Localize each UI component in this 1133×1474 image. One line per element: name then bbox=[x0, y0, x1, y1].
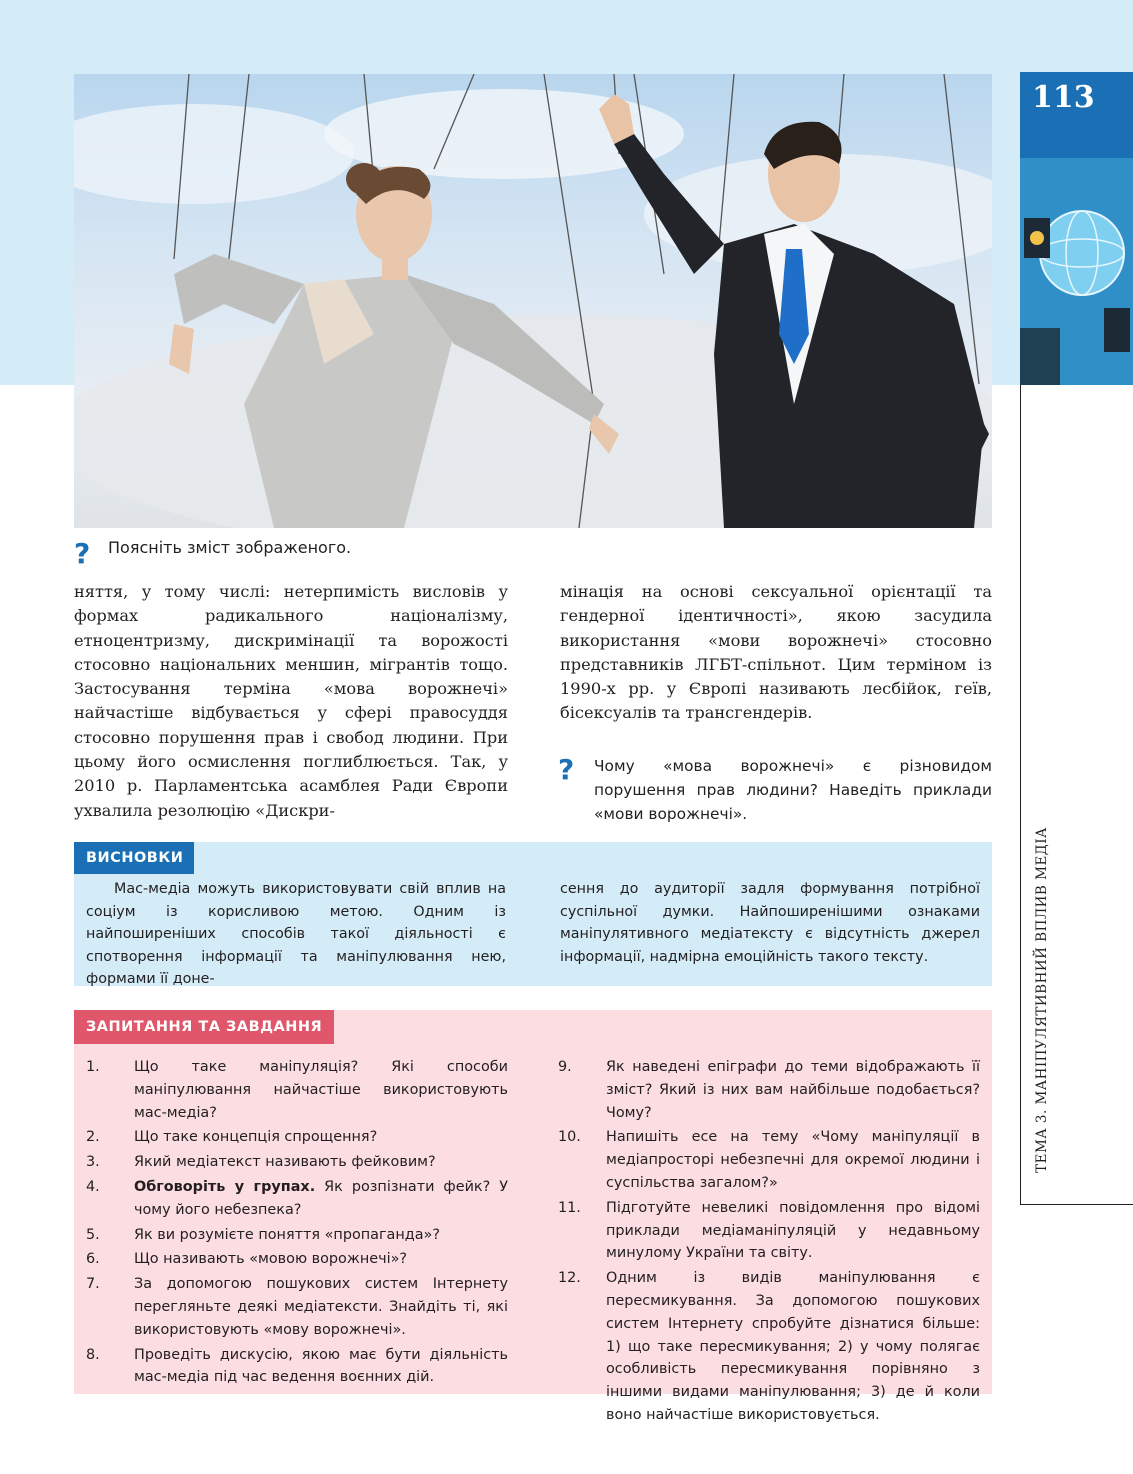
task-item bbox=[86, 1248, 508, 1271]
side-divider bbox=[1020, 385, 1021, 1205]
task-item bbox=[86, 1344, 508, 1390]
puppet-photo bbox=[74, 74, 992, 528]
task-item bbox=[558, 1267, 980, 1427]
body-text-right: мінація на основі сексуальної орієнтації та гендерної ідентичності», якою засудила використання «мови ворожнечі» стосовно представників ЛГБТ-спільнот. Цим терміном із 1990-х рр. у Європі називають лесбійок, геїв, бісексуалів та трансгендерів. bbox=[560, 582, 992, 723]
conclusions-box bbox=[74, 842, 992, 986]
task-item bbox=[558, 1056, 980, 1124]
task-body: Як розпізнати фейк? У чому його небезпека? bbox=[134, 1178, 508, 1218]
tasks-list-left bbox=[86, 1056, 508, 1391]
tasks-box bbox=[74, 1010, 992, 1423]
side-divider-bottom bbox=[1020, 1204, 1133, 1205]
question-icon-2: ? bbox=[558, 753, 575, 786]
task-text bbox=[134, 1176, 508, 1222]
tasks-heading: ЗАПИТАННЯ ТА ЗАВДАННЯ bbox=[74, 1010, 334, 1044]
task-number: 5. bbox=[86, 1226, 100, 1243]
task-text bbox=[134, 1273, 508, 1341]
task-text bbox=[606, 1056, 980, 1124]
body-text-left: няття, у тому числі: нетерпимість висловів у формах радикального націоналізму, етноцентризму, дискримінації та ворожості стосовно національних меншин, мігрантів тощо. Застосування терміна «мова ворожнечі» найчастіше відбувається у сфері правосуддя стосовно порушення прав і свобод людини. При цьому його осмислення поглиблюється. Так, у 2010 р. Парламентська асамблея Ради Європи ухвалила резолюцію «Дискри- bbox=[74, 582, 508, 820]
task-number: 3. bbox=[86, 1154, 100, 1171]
task-text bbox=[606, 1126, 980, 1194]
task-number: 12. bbox=[558, 1270, 581, 1287]
task-body: Що називають «мовою ворожнечі»? bbox=[134, 1251, 408, 1268]
task-item bbox=[86, 1273, 508, 1341]
task-text bbox=[606, 1197, 980, 1265]
tasks-list-right bbox=[558, 1056, 980, 1429]
task-number: 9. bbox=[558, 1059, 572, 1075]
task-body: Одним із видів маніпулювання є пересмикування. За допомогою пошукових систем Інтернету спробуйте дізнатися більше: 1) що таке пересмикування; 2) у чому полягає особливість пересмикування порівняно з іншими видами маніпулювання; 3) де й коли воно найчастіше використовується. bbox=[606, 1270, 980, 1423]
task-text bbox=[134, 1151, 508, 1174]
task-number: 1. bbox=[86, 1059, 100, 1075]
task-text bbox=[606, 1267, 980, 1427]
task-body: Що таке маніпуляція? Які способи маніпулювання найчастіше використовують мас-медіа? bbox=[134, 1059, 508, 1121]
task-item bbox=[558, 1126, 980, 1194]
task-item bbox=[86, 1224, 508, 1247]
conclusions-text-right: сення до аудиторії задля формування потрібної суспільної думки. Найпоширенішими ознаками маніпулятивного медіатексту є відсутність джерел інформації, надмірна емоційність такого тексту. bbox=[560, 881, 980, 965]
task-body: Що таке концепція спрощення? bbox=[134, 1129, 378, 1146]
task-number: 2. bbox=[86, 1129, 100, 1146]
task-number: 10. bbox=[558, 1129, 581, 1146]
task-number: 6. bbox=[86, 1251, 100, 1268]
task-body: За допомогою пошукових систем Інтернету перегляньте деякі медіатексти. Знайдіть ті, які використовують «мову ворожнечі». bbox=[134, 1276, 508, 1338]
task-item bbox=[86, 1151, 508, 1174]
task-text bbox=[134, 1056, 508, 1124]
task-number: 4. bbox=[86, 1178, 100, 1195]
page-number: 113 bbox=[1032, 80, 1095, 115]
task-text bbox=[134, 1126, 508, 1149]
task-item bbox=[86, 1056, 508, 1124]
task-emphasis: Обговоріть у групах. bbox=[134, 1178, 316, 1195]
task-body: Підготуйте невеликі повідомлення про відомі приклади медіаманіпуляцій у недавньому минулому України та світу. bbox=[606, 1199, 980, 1262]
task-item bbox=[86, 1126, 508, 1149]
task-body: Напишіть есе на тему «Чому маніпуляції в медіапросторі небезпечні для окремої людини і суспільства загалом?» bbox=[606, 1129, 980, 1191]
task-number: 11. bbox=[558, 1199, 581, 1216]
task-text bbox=[134, 1224, 508, 1247]
photo-caption: Поясніть зміст зображеного. bbox=[108, 538, 352, 557]
question-icon: ? bbox=[74, 537, 91, 570]
task-item bbox=[558, 1197, 980, 1265]
task-text bbox=[134, 1344, 508, 1390]
task-text bbox=[134, 1248, 508, 1271]
conclusions-heading: ВИСНОВКИ bbox=[74, 842, 194, 874]
page-number-box bbox=[1020, 72, 1133, 158]
task-body: Проведіть дискусію, якою має бути діяльність мас-медіа під час ведення воєнних дій. bbox=[134, 1346, 508, 1386]
task-number: 7. bbox=[86, 1276, 100, 1293]
task-body: Як ви розумієте поняття «пропаганда»? bbox=[134, 1226, 440, 1243]
task-body: Який медіатекст називають фейковим? bbox=[134, 1154, 436, 1171]
globe-icon bbox=[1020, 158, 1133, 385]
chapter-label: ТЕМА 3. МАНІПУЛЯТИВНИЙ ВПЛИВ МЕДІА bbox=[1034, 827, 1050, 1173]
task-item bbox=[86, 1176, 508, 1222]
chapter-side-tab bbox=[1020, 72, 1133, 385]
task-number: 8. bbox=[86, 1346, 100, 1363]
task-body: Як наведені епіграфи до теми відображають її зміст? Який із них вам найбільше подобається? Чому? bbox=[606, 1059, 980, 1121]
discussion-question: Чому «мова ворожнечі» є різновидом порушення прав людини? Наведіть приклади «мови ворожнечі». bbox=[594, 757, 992, 823]
conclusions-text-left: Мас-медіа можуть використовувати свій вплив на соціум із корисливою метою. Одним із найпоширеніших способів такої діяльності є спотворення інформації та маніпулювання нею, формами її доне- bbox=[86, 881, 506, 987]
